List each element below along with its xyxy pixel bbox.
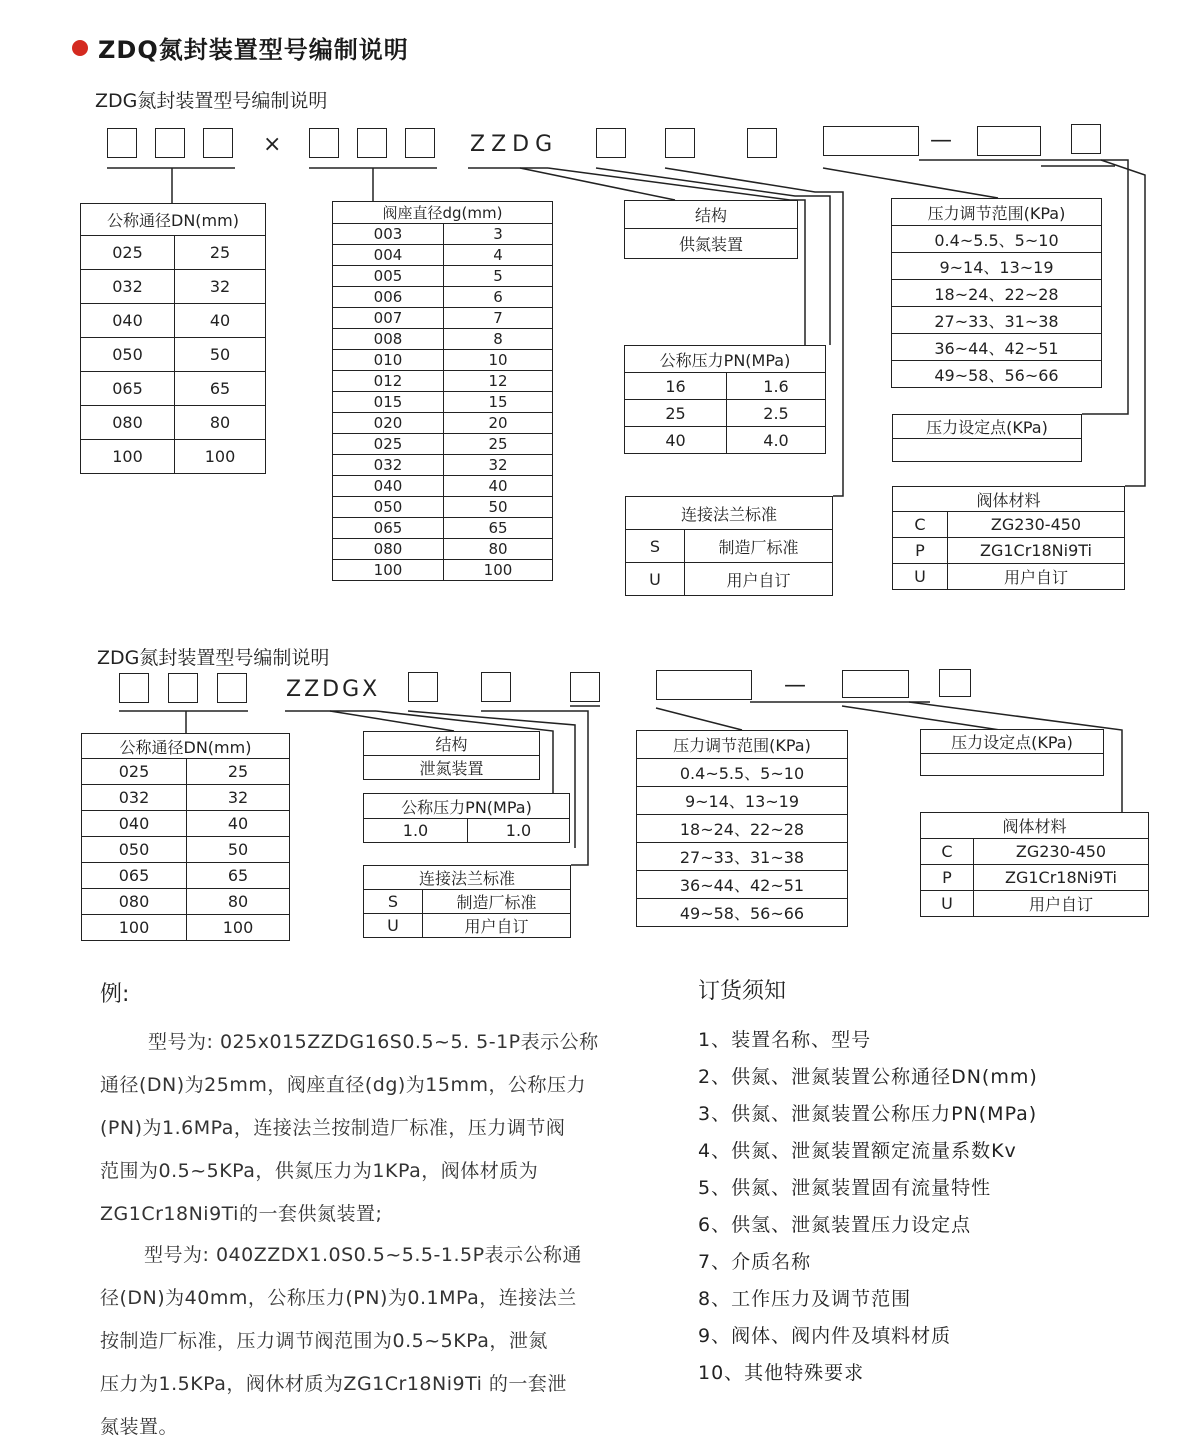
table-cell: 32: [187, 785, 290, 811]
table-title: 结构: [625, 201, 798, 229]
example-line: 范围为0.5~5KPa，供氮压力为1KPa，阀体材质为: [100, 1160, 539, 1182]
section1-subtitle: ZDG氮封装置型号编制说明: [95, 90, 328, 112]
table-cell: 15: [444, 392, 553, 413]
dn-table: [81, 733, 290, 941]
table-cell: 40: [187, 811, 290, 837]
table-cell: 004: [333, 245, 444, 266]
list-item: 9、阀体、阀内件及填料材质: [698, 1325, 952, 1347]
table-cell: 040: [81, 304, 175, 338]
setpoint-table: [920, 729, 1104, 776]
flange-table: [363, 865, 571, 938]
table-cell: [921, 754, 1104, 776]
table-cell: 泄氮装置: [364, 756, 540, 780]
table-cell: S: [626, 530, 685, 563]
table-cell: 50: [187, 837, 290, 863]
example-line: 型号为: 040ZZDX1.0S0.5~5.5-1.5P表示公称通: [144, 1244, 583, 1266]
table-cell: 65: [444, 518, 553, 539]
table-cell: 36~44、42~51: [892, 334, 1102, 361]
table-cell: 10: [444, 350, 553, 371]
list-item: 2、供氮、泄氮装置公称通径DN(mm): [698, 1066, 1038, 1088]
pn-table: [363, 793, 570, 843]
table-cell: ZG230-450: [974, 839, 1149, 865]
structure-table: [363, 731, 540, 780]
table-cell: 1.0: [468, 819, 570, 843]
table-cell: 用户自订: [974, 891, 1149, 917]
table-cell: 25: [625, 400, 727, 427]
table-title: 压力设定点(KPa): [893, 415, 1082, 439]
table-cell: 050: [82, 837, 187, 863]
table-cell: 9~14、13~19: [892, 253, 1102, 280]
table-title: 压力设定点(KPa): [921, 730, 1104, 754]
table-cell: 50: [444, 497, 553, 518]
pressure-range-table: [636, 730, 848, 927]
table-cell: ZG1Cr18Ni9Ti: [974, 865, 1149, 891]
table-cell: 100: [333, 560, 444, 581]
list-item: 6、供氢、泄氮装置压力设定点: [698, 1214, 972, 1236]
list-item: 3、供氮、泄氮装置公称压力PN(MPa): [698, 1103, 1038, 1125]
table-cell: 65: [175, 372, 266, 406]
model-code: ZZDG: [470, 132, 559, 157]
example-line: 通径(DN)为25mm，阀座直径(dg)为15mm，公称压力: [100, 1074, 587, 1096]
table-cell: ZG230-450: [948, 512, 1125, 538]
example-line: ZG1Cr18Ni9Ti的一套供氮装置;: [100, 1203, 383, 1225]
list-item: 7、介质名称: [698, 1251, 812, 1273]
table-cell: 36~44、42~51: [637, 871, 848, 899]
table-cell: 16: [625, 373, 727, 400]
example-line: 压力为1.5KPa，阀休材质为ZG1Cr18Ni9Ti 的一套泄: [100, 1373, 567, 1395]
table-cell: 032: [82, 785, 187, 811]
table-cell: S: [364, 890, 423, 914]
times-sign: ×: [263, 132, 288, 157]
table-cell: 9~14、13~19: [637, 787, 848, 815]
table-cell: U: [893, 564, 948, 590]
table-cell: 80: [444, 539, 553, 560]
table-cell: 100: [81, 440, 175, 474]
table-cell: 0.4~5.5、5~10: [892, 226, 1102, 253]
table-cell: 032: [333, 455, 444, 476]
example-paragraph-1: [100, 1021, 660, 1236]
table-cell: 50: [175, 338, 266, 372]
table-cell: 020: [333, 413, 444, 434]
table-cell: 040: [333, 476, 444, 497]
table-title: 公称通径DN(mm): [81, 204, 266, 236]
table-cell: 40: [625, 427, 727, 454]
table-cell: 012: [333, 371, 444, 392]
table-cell: U: [626, 563, 685, 596]
table-cell: 0.4~5.5、5~10: [637, 759, 848, 787]
table-cell: 040: [82, 811, 187, 837]
table-cell: 5: [444, 266, 553, 287]
table-title: 连接法兰标准: [364, 866, 571, 890]
table-cell: 25: [444, 434, 553, 455]
table-title: 压力调节范围(KPa): [892, 199, 1102, 226]
table-title: 结构: [364, 732, 540, 756]
table-cell: 4.0: [727, 427, 826, 454]
example-line: 径(DN)为40mm，公称压力(PN)为0.1MPa，连接法兰: [100, 1287, 577, 1309]
example-line: (PN)为1.6MPa，连接法兰按制造厂标准，压力调节阀: [100, 1117, 566, 1139]
table-cell: 1.0: [364, 819, 468, 843]
dash: —: [930, 128, 958, 153]
table-cell: 7: [444, 308, 553, 329]
table-cell: 015: [333, 392, 444, 413]
table-cell: 065: [81, 372, 175, 406]
example-heading: 例:: [100, 982, 130, 1007]
table-cell: 100: [175, 440, 266, 474]
table-title: 公称压力PN(MPa): [364, 794, 570, 819]
table-cell: 用户自订: [423, 914, 571, 938]
table-cell: 49~58、56~66: [892, 361, 1102, 388]
table-cell: 8: [444, 329, 553, 350]
table-cell: 供氮装置: [625, 229, 798, 259]
table-cell: 32: [444, 455, 553, 476]
table-cell: 18~24、22~28: [637, 815, 848, 843]
table-cell: ZG1Cr18Ni9Ti: [948, 538, 1125, 564]
table-cell: 65: [187, 863, 290, 889]
material-table: [920, 812, 1149, 917]
table-cell: 065: [82, 863, 187, 889]
table-cell: 007: [333, 308, 444, 329]
table-title: 公称压力PN(MPa): [625, 346, 826, 373]
example-line: 氮装置。: [100, 1416, 179, 1438]
table-cell: 032: [81, 270, 175, 304]
table-cell: 80: [187, 889, 290, 915]
table-cell: 制造厂标准: [423, 890, 571, 914]
table-cell: 065: [333, 518, 444, 539]
table-cell: 050: [333, 497, 444, 518]
list-item: 10、其他特殊要求: [698, 1362, 865, 1384]
table-cell: 003: [333, 224, 444, 245]
table-cell: 100: [187, 915, 290, 941]
table-cell: 25: [187, 759, 290, 785]
table-cell: 49~58、56~66: [637, 899, 848, 927]
section2-subtitle: ZDG氮封装置型号编制说明: [97, 647, 330, 669]
table-cell: 080: [333, 539, 444, 560]
list-item: 1、装置名称、型号: [698, 1029, 872, 1051]
list-item: 8、工作压力及调节范围: [698, 1288, 912, 1310]
table-cell: C: [921, 839, 974, 865]
table-cell: 005: [333, 266, 444, 287]
table-cell: 制造厂标准: [685, 530, 833, 563]
table-cell: 100: [444, 560, 553, 581]
table-cell: U: [921, 891, 974, 917]
table-cell: 12: [444, 371, 553, 392]
table-cell: 80: [175, 406, 266, 440]
table-cell: 32: [175, 270, 266, 304]
table-cell: C: [893, 512, 948, 538]
table-cell: 6: [444, 287, 553, 308]
table-cell: 20: [444, 413, 553, 434]
example-line: 按制造厂标准，压力调节阀范围为0.5~5KPa，泄氮: [100, 1330, 548, 1352]
order-list: [698, 1022, 1038, 1392]
table-title: 压力调节范围(KPa): [637, 731, 848, 759]
table-cell: 27~33、31~38: [637, 843, 848, 871]
table-cell: U: [364, 914, 423, 938]
list-item: 4、供氮、泄氮装置额定流量系数Kv: [698, 1140, 1017, 1162]
table-title: 阀体材料: [921, 813, 1149, 839]
table-cell: 2.5: [727, 400, 826, 427]
table-cell: 3: [444, 224, 553, 245]
table-cell: 用户自订: [948, 564, 1125, 590]
page-title: ZDQ氮封装置型号编制说明: [72, 30, 409, 65]
dash: —: [784, 673, 812, 698]
table-cell: 25: [175, 236, 266, 270]
table-cell: 4: [444, 245, 553, 266]
table-title: 公称通径DN(mm): [82, 734, 290, 759]
table-cell: 1.6: [727, 373, 826, 400]
table-cell: 100: [82, 915, 187, 941]
table-cell: 008: [333, 329, 444, 350]
table-cell: 050: [81, 338, 175, 372]
table-cell: 40: [444, 476, 553, 497]
table-cell: 18~24、22~28: [892, 280, 1102, 307]
table-cell: 025: [333, 434, 444, 455]
table-title: 连接法兰标准: [626, 497, 833, 530]
table-cell: 080: [81, 406, 175, 440]
table-cell: 006: [333, 287, 444, 308]
table-title: 阀体材料: [893, 487, 1125, 512]
table-cell: 40: [175, 304, 266, 338]
table-title: 阀座直径dg(mm): [333, 202, 553, 224]
table-cell: 用户自订: [685, 563, 833, 596]
table-cell: P: [921, 865, 974, 891]
example-line: 型号为: 025x015ZZDG16S0.5~5. 5-1P表示公称: [148, 1031, 599, 1053]
table-cell: P: [893, 538, 948, 564]
list-item: 5、供氮、泄氮装置固有流量特性: [698, 1177, 992, 1199]
table-cell: 080: [82, 889, 187, 915]
table-cell: 010: [333, 350, 444, 371]
order-heading: 订货须知: [698, 979, 787, 1004]
table-cell: 025: [81, 236, 175, 270]
table-cell: 025: [82, 759, 187, 785]
table-cell: 27~33、31~38: [892, 307, 1102, 334]
example-paragraph-2: [100, 1234, 660, 1449]
model-code: ZZDGX: [286, 677, 381, 702]
